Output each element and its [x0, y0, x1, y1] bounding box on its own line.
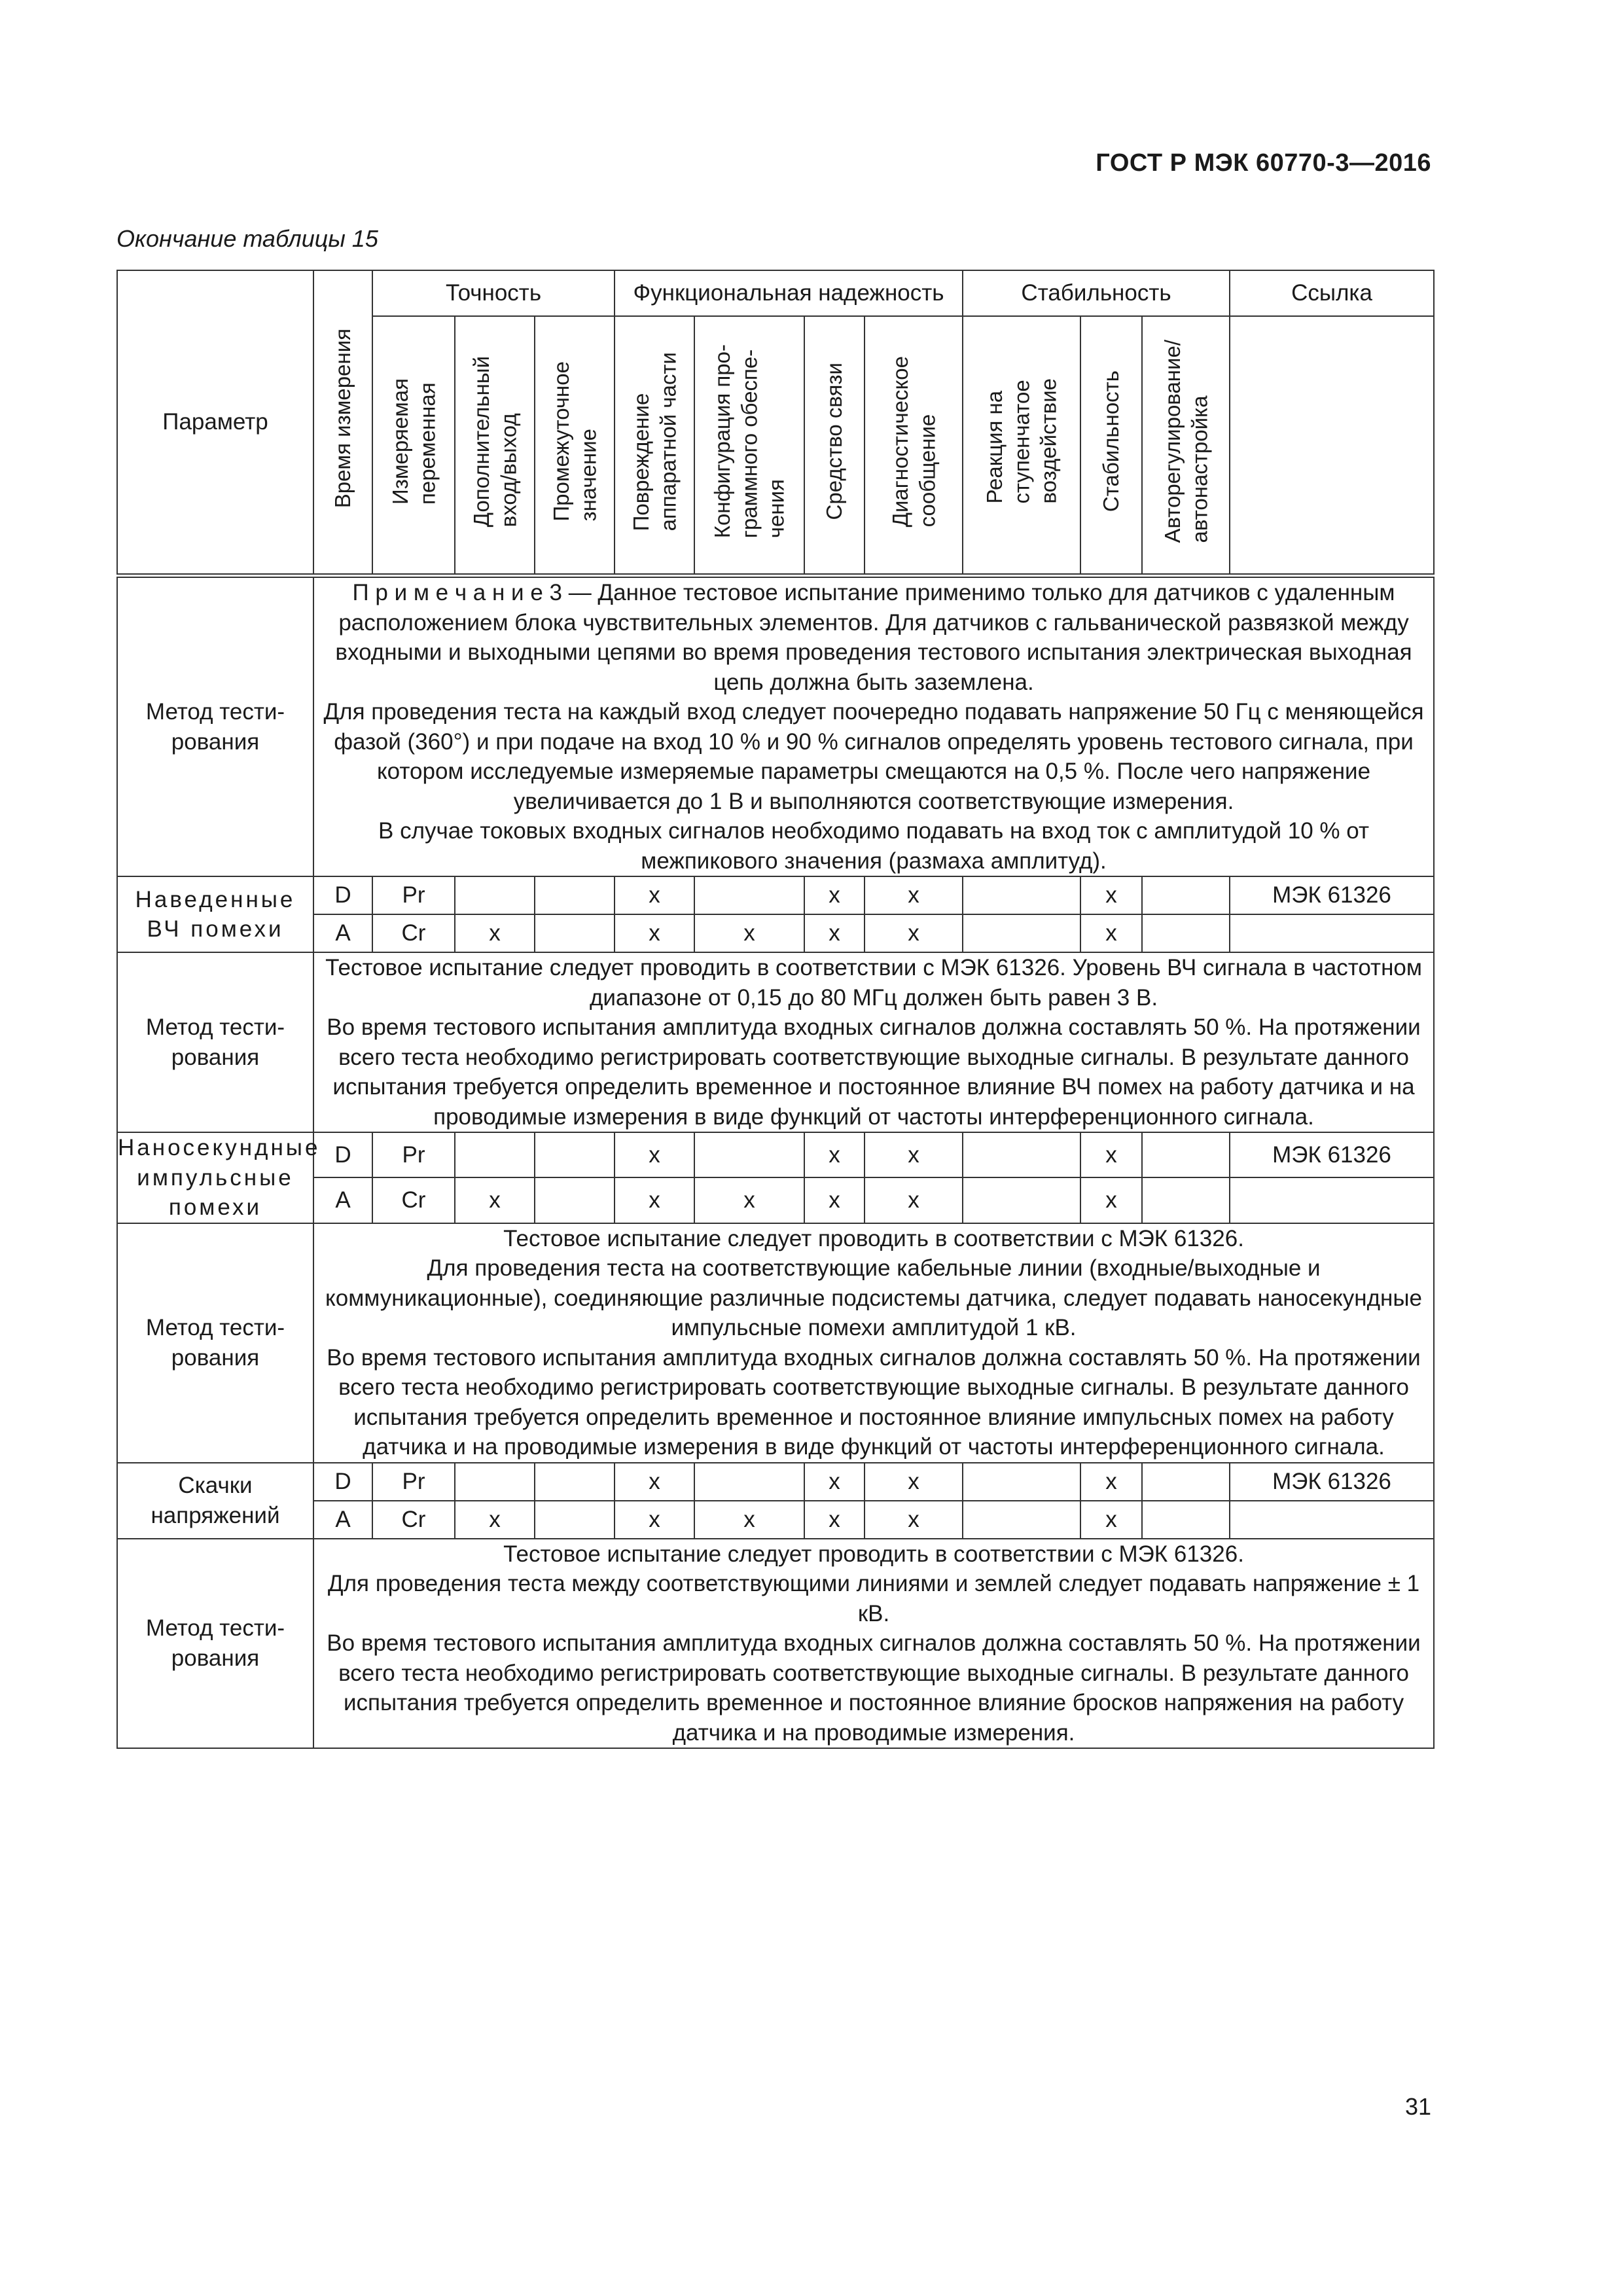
col-header-stability: Стабильность [1080, 316, 1142, 576]
parameter-name: Наносекундные импульсные помехи [117, 1132, 313, 1223]
test-method-description [313, 1223, 1434, 1463]
cell-step [963, 1132, 1080, 1177]
cell-measured: Cr [372, 914, 455, 952]
cell-aux [455, 876, 535, 914]
test-method-label: Метод тести- рования [117, 1539, 313, 1749]
col-header-hardware-damage: Повреждение аппаратной части [615, 316, 694, 576]
method-paragraph: П р и м е ч а н и е 3 — Данное тестовое испытание применимо только для датчиков с удаленным расположением блока чувствительных элементов. Для датчиков с гальванической развязкой между входными и выходными цепями во время проведения тестового испытания электрическая выходная цепь должна быть заземлена. [335, 580, 1412, 695]
standard-code: ГОСТ Р МЭК 60770-3—2016 [1096, 149, 1431, 177]
cell-intermediate [535, 1501, 615, 1539]
cell-communication: x [804, 914, 865, 952]
cell-time: A [313, 1177, 372, 1223]
cell-hardware: x [615, 876, 694, 914]
table-caption: Окончание таблицы 15 [116, 225, 378, 252]
method-paragraph: Во время тестового испытания амплитуда входных сигналов должна составлять 50 %. На протяжении всего теста необходимо регистрировать соответствующие выходные сигналы. В результате данного испытания требуется определить временное и постоянное влияние импульсных помех на работу датчика и на проводимые измерения в виде функций от частоты интерференционного сигнала. [327, 1344, 1421, 1460]
cell-time: D [313, 876, 372, 914]
cell-software: x [694, 1501, 804, 1539]
col-header-communication: Средство связи [804, 316, 865, 576]
cell-auto [1142, 914, 1230, 952]
cell-reference [1230, 1501, 1434, 1539]
cell-stability: x [1080, 1177, 1142, 1223]
table-15 [116, 270, 1435, 1749]
method-paragraph: В случае токовых входных сигналов необходимо подавать на вход ток с амплитудой 10 % от межпикового значения (размаха амплитуд). [378, 818, 1370, 874]
cell-measured: Cr [372, 1501, 455, 1539]
cell-reference: МЭК 61326 [1230, 1463, 1434, 1501]
cell-auto [1142, 1501, 1230, 1539]
cell-reference [1230, 914, 1434, 952]
cell-aux: x [455, 1501, 535, 1539]
test-method-description [313, 576, 1434, 877]
group-header-stability: Стабильность [963, 270, 1230, 316]
cell-measured: Pr [372, 1463, 455, 1501]
cell-auto [1142, 1132, 1230, 1177]
page-number: 31 [1404, 2093, 1431, 2120]
cell-time: D [313, 1132, 372, 1177]
cell-reference: МЭК 61326 [1230, 876, 1434, 914]
col-header-step-response: Реакция на ступенчатое воздействие [963, 316, 1080, 576]
cell-intermediate [535, 1132, 615, 1177]
cell-time: A [313, 1501, 372, 1539]
cell-aux: x [455, 1177, 535, 1223]
test-method-label: Метод тести- рования [117, 952, 313, 1132]
cell-communication: x [804, 1463, 865, 1501]
parameter-name: Наведенные ВЧ помехи [117, 876, 313, 952]
method-paragraph: Для проведения теста на соответствующие кабельные линии (входные/выходные и коммуникационные), соединяющие различные подсистемы датчика, следует подавать наносекундные импульсные помехи амплитудой 1 кВ. [325, 1255, 1422, 1340]
cell-diagnostic: x [865, 1177, 963, 1223]
group-header-reliability: Функциональная надежность [615, 270, 963, 316]
col-header-measured-variable: Измеряемая переменная [372, 316, 455, 576]
cell-step [963, 1177, 1080, 1223]
cell-measured: Pr [372, 876, 455, 914]
parameter-name: Скачки напряжений [117, 1463, 313, 1539]
cell-diagnostic: x [865, 914, 963, 952]
cell-intermediate [535, 1463, 615, 1501]
cell-time: D [313, 1463, 372, 1501]
cell-intermediate [535, 914, 615, 952]
cell-communication: x [804, 876, 865, 914]
test-method-description [313, 1539, 1434, 1749]
cell-reference: МЭК 61326 [1230, 1132, 1434, 1177]
test-method-label: Метод тести- рования [117, 576, 313, 877]
cell-stability: x [1080, 1463, 1142, 1501]
cell-aux: x [455, 914, 535, 952]
col-header-auto-tuning: Авторегулирование/ автонастройка [1142, 316, 1230, 576]
col-header-diagnostic-message: Диагностическое сообщение [865, 316, 963, 576]
cell-stability: x [1080, 1501, 1142, 1539]
cell-intermediate [535, 1177, 615, 1223]
cell-hardware: x [615, 1463, 694, 1501]
method-paragraph: Тестовое испытание следует проводить в соответствии с МЭК 61326. [503, 1541, 1244, 1567]
cell-communication: x [804, 1501, 865, 1539]
cell-step [963, 1463, 1080, 1501]
method-paragraph: Во время тестового испытания амплитуда входных сигналов должна составлять 50 %. На протяжении всего теста необходимо регистрировать соответствующие выходные сигналы. В результате данного испытания требуется определить временное и постоянное влияние бросков напряжения на работу датчика и на проводимые измерения. [327, 1630, 1421, 1746]
cell-software: x [694, 1177, 804, 1223]
cell-aux [455, 1463, 535, 1501]
cell-step [963, 1501, 1080, 1539]
cell-step [963, 914, 1080, 952]
group-header-accuracy: Точность [372, 270, 615, 316]
cell-auto [1142, 1463, 1230, 1501]
cell-measured: Cr [372, 1177, 455, 1223]
col-header-reference-empty [1230, 316, 1434, 576]
test-method-label: Метод тести- рования [117, 1223, 313, 1463]
cell-hardware: x [615, 1501, 694, 1539]
method-paragraph: Во время тестового испытания амплитуда входных сигналов должна составлять 50 %. На протяжении всего теста необходимо регистрировать соответствующие выходные сигналы. В результате данного испытания требуется определить временное и постоянное влияние ВЧ помех на работу датчика и на проводимые измерения в виде функций от частоты интерференционного сигнала. [327, 1014, 1421, 1130]
cell-auto [1142, 1177, 1230, 1223]
cell-aux [455, 1132, 535, 1177]
cell-diagnostic: x [865, 1501, 963, 1539]
col-header-time: Время измерения [313, 270, 372, 576]
cell-software [694, 1463, 804, 1501]
cell-hardware: x [615, 914, 694, 952]
cell-hardware: x [615, 1177, 694, 1223]
cell-reference [1230, 1177, 1434, 1223]
col-header-software-config: Конфигурация про- граммного обеспе- чения [694, 316, 804, 576]
test-method-description [313, 952, 1434, 1132]
cell-time: A [313, 914, 372, 952]
cell-step [963, 876, 1080, 914]
cell-software [694, 1132, 804, 1177]
method-paragraph: Для проведения теста между соответствующими линиями и землей следует подавать напряжение ± 1 кВ. [327, 1571, 1420, 1626]
col-header-intermediate-value: Промежуточное значение [535, 316, 615, 576]
cell-intermediate [535, 876, 615, 914]
cell-diagnostic: x [865, 1463, 963, 1501]
group-header-reference: Ссылка [1230, 270, 1434, 316]
cell-hardware: x [615, 1132, 694, 1177]
cell-stability: x [1080, 876, 1142, 914]
cell-stability: x [1080, 1132, 1142, 1177]
cell-diagnostic: x [865, 1132, 963, 1177]
cell-communication: x [804, 1132, 865, 1177]
cell-software: x [694, 914, 804, 952]
method-paragraph: Тестовое испытание следует проводить в соответствии с МЭК 61326. [503, 1225, 1244, 1251]
cell-diagnostic: x [865, 876, 963, 914]
cell-measured: Pr [372, 1132, 455, 1177]
cell-stability: x [1080, 914, 1142, 952]
cell-communication: x [804, 1177, 865, 1223]
cell-software [694, 876, 804, 914]
method-paragraph: Тестовое испытание следует проводить в соответствии с МЭК 61326. Уровень ВЧ сигнала в частотном диапазоне от 0,15 до 80 МГц должен быть равен 3 В. [325, 955, 1422, 1011]
col-header-aux-io: Дополнительный вход/выход [455, 316, 535, 576]
method-paragraph: Для проведения теста на каждый вход следует поочередно подавать напряжение 50 Гц с меняющейся фазой (360°) и при подаче на вход 10 % и 90 % сигналов определять уровень тестового сигнала, при котором исследуемые измеряемые параметры смещаются на 0,5 %. После чего напряжение увеличивается до 1 В и выполняются соответствующие измерения. [323, 699, 1424, 814]
cell-auto [1142, 876, 1230, 914]
col-header-parameter: Параметр [117, 270, 313, 576]
